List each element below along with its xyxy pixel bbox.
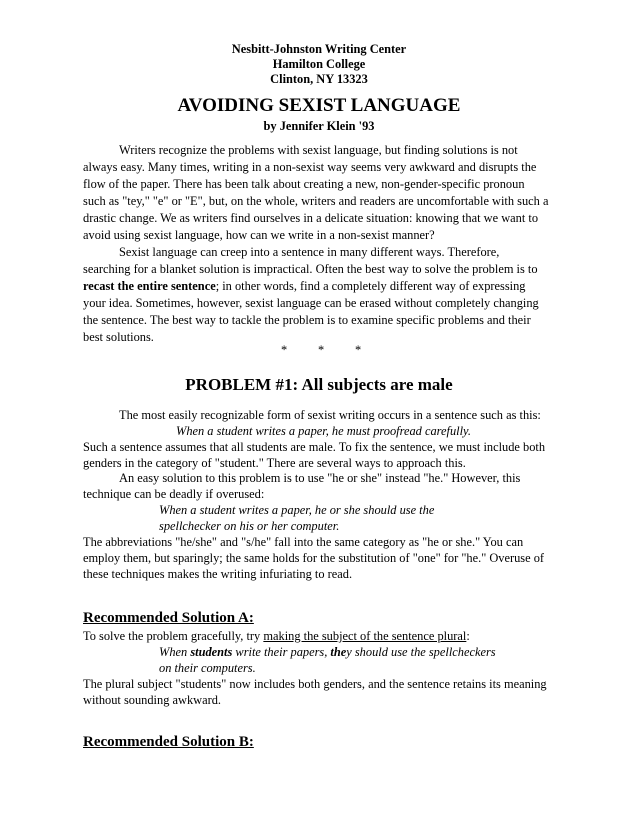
- solution-text: :: [466, 629, 470, 643]
- problem-line: Such a sentence assumes that all students are male. To fix the sentence, we must include both: [83, 440, 546, 454]
- header-address: Clinton, NY 13323: [270, 72, 368, 86]
- example-sentence: spellchecker on his or her computer.: [159, 519, 340, 533]
- problem-heading: PROBLEM #1: All subjects are male: [185, 375, 453, 394]
- section-break-star: *: [318, 343, 325, 357]
- emphasis-text: recast the entire sentence: [83, 279, 216, 293]
- intro-line: always easy. Many times, writing in a non-sexist way seems very awkward and disrupts the: [83, 160, 537, 174]
- solution-a-heading: Recommended Solution A:: [83, 610, 254, 626]
- header-org: Nesbitt-Johnston Writing Center: [231, 42, 407, 56]
- header-school: Hamilton College: [272, 57, 366, 71]
- solution-line: [83, 629, 470, 644]
- solution-line: without sounding awkward.: [83, 693, 222, 707]
- intro-line: Writers recognize the problems with sexist language, but finding solutions is not: [119, 143, 518, 157]
- problem-line: The abbreviations "he/she" and "s/he" fall into the same category as "he or she." You can: [83, 535, 524, 549]
- page-title: AVOIDING SEXIST LANGUAGE: [177, 95, 461, 116]
- example-text: y should use the spellcheckers: [346, 645, 496, 659]
- problem-line: employ them, but sparingly; the same holds for the substitution of "one" for "he." Overuse of: [83, 551, 545, 565]
- example-sentence: When a student writes a paper, he or she should use the: [159, 503, 435, 517]
- problem-line: An easy solution to this problem is to use "he or she" instead "he." However, this: [119, 471, 521, 485]
- emphasis-text: the: [330, 645, 347, 659]
- example-sentence: on their computers.: [159, 661, 256, 675]
- emphasis-text: students: [190, 645, 233, 659]
- section-break-star: *: [355, 343, 362, 357]
- para2-line-rest: ; in other words, find a completely different way of expressing: [215, 279, 526, 293]
- para2-line: the sentence. The best way to tackle the problem is to examine specific problems and their: [83, 313, 531, 327]
- solution-b-heading: Recommended Solution B:: [83, 734, 254, 750]
- intro-line: such as "tey," "e" or "E", but, on the whole, writers and readers are uncomfortable with such a: [83, 194, 549, 208]
- solution-line: The plural subject "students" now includes both genders, and the sentence retains its meaning: [83, 677, 547, 691]
- problem-line: technique can be deadly if overused:: [83, 487, 265, 501]
- example-sentence: [159, 645, 496, 660]
- underlined-phrase: making the subject of the sentence plural: [263, 629, 467, 643]
- intro-line: drastic change. We as writers find ourselves in a delicate situation: knowing that we want to: [83, 211, 539, 225]
- para2-line: searching for a blanket solution is impractical. Often the best way to solve the problem is to: [83, 262, 538, 276]
- byline: by Jennifer Klein '93: [263, 119, 375, 133]
- problem-line: The most easily recognizable form of sexist writing occurs in a sentence such as this:: [119, 408, 541, 422]
- section-break-star: *: [281, 343, 288, 357]
- para2-line: your idea. Sometimes, however, sexist language can be erased without completely changing: [83, 296, 539, 310]
- para2-line: Sexist language can creep into a sentence in many different ways. Therefore,: [119, 245, 500, 259]
- example-text: When: [159, 645, 191, 659]
- para2-line: best solutions.: [83, 330, 154, 344]
- problem-line: these techniques makes the writing infuriating to read.: [83, 567, 353, 581]
- intro-line: flow of the paper. There has been talk about creating a new, non-gender-specific pronoun: [83, 177, 525, 191]
- para2-line: [83, 279, 526, 294]
- problem-line: genders in the category of "student." There are several ways to approach this.: [83, 456, 466, 470]
- example-sentence: When a student writes a paper, he must proofread carefully.: [176, 424, 471, 438]
- solution-text: To solve the problem gracefully, try: [83, 629, 264, 643]
- intro-line: avoid using sexist language, how can we write in a non-sexist manner?: [83, 228, 435, 242]
- example-text: write their papers,: [232, 645, 331, 659]
